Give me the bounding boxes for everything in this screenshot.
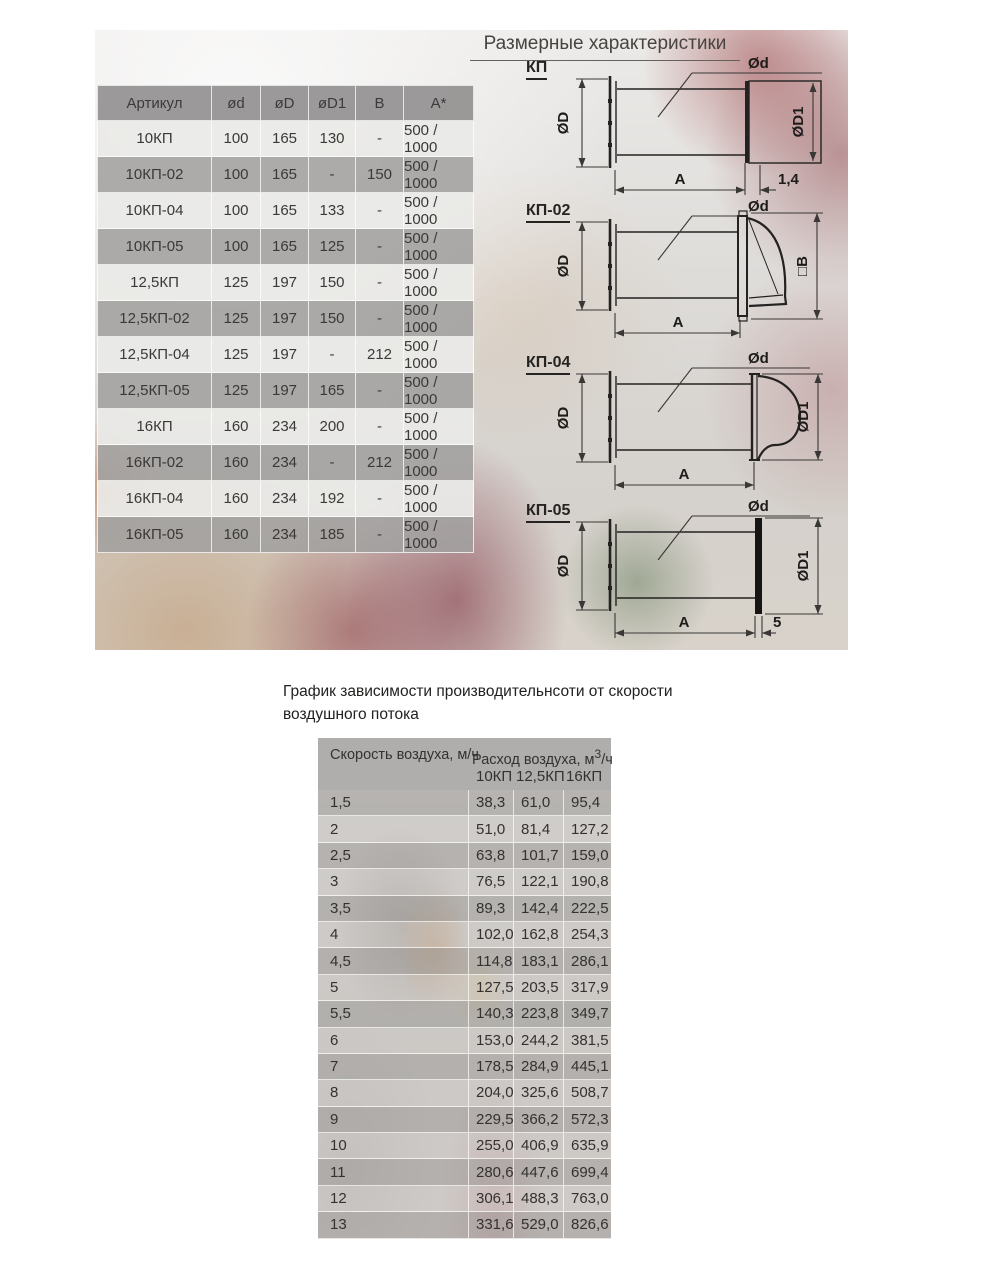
dimension-cell: 500 / 1000 (404, 193, 474, 229)
dimension-cell: 125 (212, 373, 261, 409)
flow-cell: 122,1 (514, 869, 564, 895)
dimension-cell: 150 (309, 265, 356, 301)
flow-cell: 63,8 (469, 843, 514, 869)
article-cell: 12,5КП (97, 265, 212, 301)
diagram-kp-05 (520, 498, 848, 648)
flow-cell: 286,1 (564, 948, 611, 974)
dimension-cell: 500 / 1000 (404, 265, 474, 301)
dimension-cell: 165 (261, 121, 309, 157)
dimension-cell: 234 (261, 409, 309, 445)
dim-d-duct: Ød (748, 55, 769, 72)
table-row (318, 1159, 611, 1185)
dimension-cell: 125 (309, 229, 356, 265)
flow-cell: 101,7 (514, 843, 564, 869)
speed-cell: 3,5 (318, 896, 469, 922)
table-row (318, 869, 611, 895)
table-row (318, 922, 611, 948)
dimension-cell: 160 (212, 409, 261, 445)
dimension-cell: 234 (261, 445, 309, 481)
dimension-cell: - (309, 337, 356, 373)
column-header: øD1 (309, 85, 356, 121)
dimension-cell: 197 (261, 373, 309, 409)
airflow-heading-line2: воздушного потока (283, 706, 419, 723)
dimension-cell: 500 / 1000 (404, 445, 474, 481)
dimension-cell: 150 (309, 301, 356, 337)
dim-d-outer: ØD (555, 406, 572, 430)
flow-cell: 142,4 (514, 896, 564, 922)
dimension-cell: 500 / 1000 (404, 337, 474, 373)
model-column-header: 16КП (566, 768, 603, 785)
speed-cell: 7 (318, 1054, 469, 1080)
dimension-cell: 500 / 1000 (404, 409, 474, 445)
article-cell: 12,5КП-02 (97, 301, 212, 337)
article-cell: 10КП-05 (97, 229, 212, 265)
dimension-cell: 160 (212, 481, 261, 517)
flow-cell: 572,3 (564, 1107, 611, 1133)
flow-cell: 635,9 (564, 1133, 611, 1159)
diagram-label: КП (526, 59, 547, 80)
dimension-cell: 100 (212, 229, 261, 265)
table-row (318, 816, 611, 842)
flow-cell: 183,1 (514, 948, 564, 974)
dimension-cell: 165 (261, 193, 309, 229)
dimension-cell: 100 (212, 121, 261, 157)
speed-cell: 4 (318, 922, 469, 948)
column-header: B (356, 85, 404, 121)
page-title: Размерные характеристики (470, 33, 740, 61)
table-row (97, 337, 474, 373)
table-row (318, 1054, 611, 1080)
speed-cell: 12 (318, 1186, 469, 1212)
dimension-cell: 100 (212, 157, 261, 193)
table-row (318, 1186, 611, 1212)
dimension-cell: 125 (212, 301, 261, 337)
flow-cell: 89,3 (469, 896, 514, 922)
dimension-cell: 200 (309, 409, 356, 445)
flow-cell: 317,9 (564, 975, 611, 1001)
dimension-cell: 150 (356, 157, 404, 193)
article-cell: 16КП-05 (97, 517, 212, 553)
flow-cell: 508,7 (564, 1080, 611, 1106)
article-cell: 16КП-04 (97, 481, 212, 517)
dimension-cell: 212 (356, 445, 404, 481)
flow-cell: 38,3 (469, 790, 514, 816)
flow-cell: 102,0 (469, 922, 514, 948)
flow-cell: 222,5 (564, 896, 611, 922)
article-cell: 16КП-02 (97, 445, 212, 481)
dimension-cell: 133 (309, 193, 356, 229)
flow-cell: 153,0 (469, 1028, 514, 1054)
flow-cell: 95,4 (564, 790, 611, 816)
speed-cell: 1,5 (318, 790, 469, 816)
table-row (318, 1107, 611, 1133)
table-row (318, 843, 611, 869)
dim-extra: 5 (773, 614, 782, 631)
column-header: øD (261, 85, 309, 121)
speed-cell: 5,5 (318, 1001, 469, 1027)
dimension-cell: 500 / 1000 (404, 121, 474, 157)
table-row (97, 409, 474, 445)
flow-cell: 51,0 (469, 816, 514, 842)
dim-d1: ØD1 (795, 550, 812, 582)
dimension-cell: 234 (261, 481, 309, 517)
flow-cell: 61,0 (514, 790, 564, 816)
table-row (97, 121, 474, 157)
speed-cell: 8 (318, 1080, 469, 1106)
table-row (318, 1080, 611, 1106)
speed-cell: 4,5 (318, 948, 469, 974)
article-cell: 16КП (97, 409, 212, 445)
dimensions-table-rows (97, 121, 474, 553)
diagram-kp-05-drawing (520, 498, 848, 648)
dim-extra: 1,4 (778, 171, 799, 188)
flow-cell: 306,1 (469, 1186, 514, 1212)
speed-cell: 6 (318, 1028, 469, 1054)
speed-cell: 2,5 (318, 843, 469, 869)
dimension-cell: 160 (212, 517, 261, 553)
article-cell: 10КП-02 (97, 157, 212, 193)
dim-a: A (672, 314, 684, 331)
model-column-header: 12,5КП (516, 768, 565, 785)
dim-d1: ØD1 (795, 401, 812, 433)
dimension-cell: - (356, 373, 404, 409)
column-header: ød (212, 85, 261, 121)
dim-d-duct: Ød (748, 198, 769, 215)
dimension-cell: 165 (261, 157, 309, 193)
table-row (97, 265, 474, 301)
table-row (97, 301, 474, 337)
table-row (97, 481, 474, 517)
flow-cell: 826,6 (564, 1212, 611, 1238)
flow-cell: 223,8 (514, 1001, 564, 1027)
dim-a: A (678, 466, 690, 483)
flow-cell: 203,5 (514, 975, 564, 1001)
model-column-header: 10КП (476, 768, 513, 785)
speed-cell: 13 (318, 1212, 469, 1238)
dimension-cell: - (309, 157, 356, 193)
flow-cell: 127,2 (564, 816, 611, 842)
speed-cell: 5 (318, 975, 469, 1001)
flow-cell: 331,6 (469, 1212, 514, 1238)
flow-cell: 76,5 (469, 869, 514, 895)
table-row (318, 896, 611, 922)
dimension-cell: 500 / 1000 (404, 157, 474, 193)
flow-cell: 244,2 (514, 1028, 564, 1054)
flow-cell: 445,1 (564, 1054, 611, 1080)
flow-cell: 699,4 (564, 1159, 611, 1185)
flow-cell: 447,6 (514, 1159, 564, 1185)
dimension-cell: 500 / 1000 (404, 517, 474, 553)
diagram-label: КП-05 (526, 502, 570, 523)
dimension-cell: 165 (261, 229, 309, 265)
airflow-section (318, 738, 611, 1239)
dimension-cell: 165 (309, 373, 356, 409)
dim-d-outer: ØD (555, 111, 572, 135)
airflow-table-header (318, 738, 611, 790)
dimension-cell: 212 (356, 337, 404, 373)
flow-cell: 488,3 (514, 1186, 564, 1212)
diagram-label: КП-02 (526, 202, 570, 223)
airflow-heading (283, 680, 723, 726)
dimension-cell: 125 (212, 337, 261, 373)
dimension-cell: - (356, 481, 404, 517)
flow-cell: 406,9 (514, 1133, 564, 1159)
dimension-cell: - (356, 517, 404, 553)
dimension-cell: - (356, 409, 404, 445)
table-row (318, 1212, 611, 1238)
dimension-cell: - (309, 445, 356, 481)
flow-cell: 178,5 (469, 1054, 514, 1080)
dimensional-section (95, 30, 848, 650)
flow-cell: 381,5 (564, 1028, 611, 1054)
flow-cell: 763,0 (564, 1186, 611, 1212)
flow-cell: 229,5 (469, 1107, 514, 1133)
article-cell: 12,5КП-05 (97, 373, 212, 409)
dimension-cell: - (356, 229, 404, 265)
dim-d-duct: Ød (748, 350, 769, 367)
flow-column-header: Расход воздуха, $м^3/ч$ (472, 747, 613, 768)
flow-cell: 529,0 (514, 1212, 564, 1238)
speed-cell: 9 (318, 1107, 469, 1133)
table-row (318, 1133, 611, 1159)
table-row (97, 157, 474, 193)
table-row (318, 948, 611, 974)
flow-cell: 127,5 (469, 975, 514, 1001)
column-header: Артикул (97, 85, 212, 121)
dimension-cell: 197 (261, 337, 309, 373)
dimension-cell: 197 (261, 265, 309, 301)
dimension-cell: 500 / 1000 (404, 373, 474, 409)
flow-cell: 349,7 (564, 1001, 611, 1027)
dimension-cell: 500 / 1000 (404, 229, 474, 265)
dimension-cell: - (356, 301, 404, 337)
flow-cell: 204,0 (469, 1080, 514, 1106)
diagram-kp-04 (520, 350, 848, 500)
table-row (97, 193, 474, 229)
flow-cell: 325,6 (514, 1080, 564, 1106)
dimension-cell: 500 / 1000 (404, 481, 474, 517)
dimension-cell: 100 (212, 193, 261, 229)
speed-cell: 2 (318, 816, 469, 842)
dimension-cell: 234 (261, 517, 309, 553)
flow-cell: 254,3 (564, 922, 611, 948)
table-header-row (97, 85, 474, 121)
dim-a: A (674, 171, 686, 188)
dimension-cell: 192 (309, 481, 356, 517)
dimension-cell: 160 (212, 445, 261, 481)
dimension-cell: 197 (261, 301, 309, 337)
article-cell: 12,5КП-04 (97, 337, 212, 373)
table-row (97, 373, 474, 409)
flow-cell: 140,3 (469, 1001, 514, 1027)
dim-d-duct: Ød (748, 498, 769, 515)
flow-cell: 190,8 (564, 869, 611, 895)
dim-d1: ØD1 (790, 106, 807, 138)
article-cell: 10КП (97, 121, 212, 157)
flow-cell: 284,9 (514, 1054, 564, 1080)
table-row (97, 445, 474, 481)
airflow-table (318, 738, 611, 1239)
dimensions-table (97, 85, 474, 553)
flow-cell: 159,0 (564, 843, 611, 869)
dimension-cell: - (356, 193, 404, 229)
flow-cell: 280,6 (469, 1159, 514, 1185)
dimension-cell: 185 (309, 517, 356, 553)
speed-cell: 10 (318, 1133, 469, 1159)
flow-cell: 366,2 (514, 1107, 564, 1133)
flow-cell: 162,8 (514, 922, 564, 948)
flow-cell: 114,8 (469, 948, 514, 974)
diagram-kp-drawing (520, 55, 848, 205)
table-row (97, 229, 474, 265)
airflow-table-rows (318, 790, 611, 1239)
table-row (318, 790, 611, 816)
dimension-cell: - (356, 265, 404, 301)
dim-d-outer: ØD (555, 254, 572, 278)
article-cell: 10КП-04 (97, 193, 212, 229)
diagram-kp-02 (520, 198, 848, 348)
diagram-kp-02-drawing (520, 198, 848, 348)
dimension-cell: 500 / 1000 (404, 301, 474, 337)
speed-cell: 11 (318, 1159, 469, 1185)
speed-column-header: Скорость воздуха, м/ч (330, 747, 479, 763)
airflow-heading-line1: График зависимости производительнсоти от скорости (283, 683, 673, 700)
flow-cell: 81,4 (514, 816, 564, 842)
speed-cell: 3 (318, 869, 469, 895)
table-row (318, 1028, 611, 1054)
table-row (318, 975, 611, 1001)
dim-a: A (678, 614, 690, 631)
flow-cell: 255,0 (469, 1133, 514, 1159)
diagram-label: КП-04 (526, 354, 570, 375)
dimension-cell: 130 (309, 121, 356, 157)
diagram-kp-04-drawing (520, 350, 848, 500)
dim-b: □B (794, 256, 811, 276)
table-row (318, 1001, 611, 1027)
dimension-cell: - (356, 121, 404, 157)
dim-d-outer: ØD (555, 554, 572, 578)
diagram-kp (520, 55, 848, 205)
dimension-cell: 125 (212, 265, 261, 301)
table-row (97, 517, 474, 553)
column-header: A* (404, 85, 474, 121)
